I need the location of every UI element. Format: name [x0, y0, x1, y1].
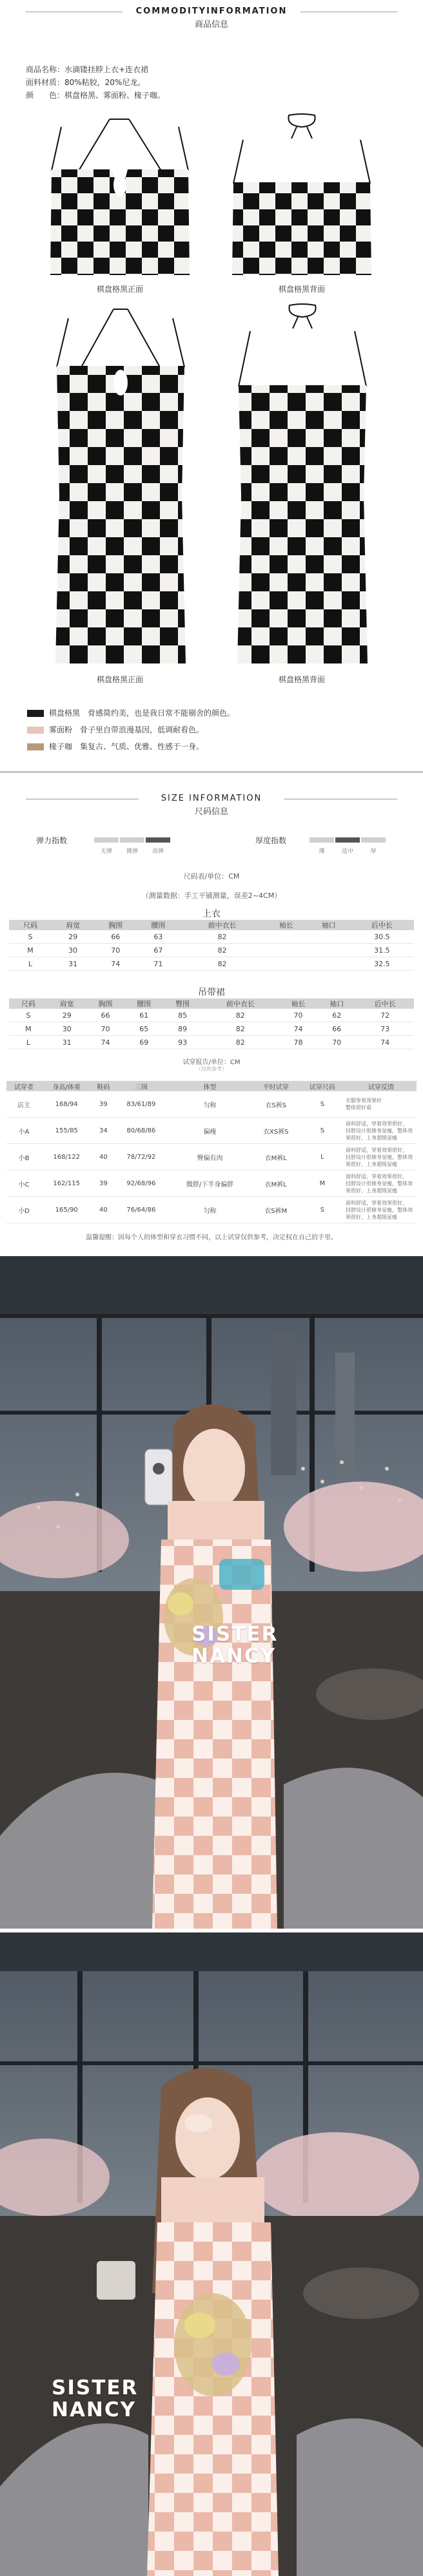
table-cell: 31.5	[350, 944, 414, 957]
table-header-cell: 胸围	[94, 920, 137, 930]
city-building	[271, 1333, 297, 1475]
table-cell: 74	[356, 1036, 414, 1049]
table-cell: 39	[92, 1170, 115, 1197]
table-cell: 面料舒适，穿着效果很好， 挂脖设计很修身显瘦，整体效 果很好，上身超级显瘦	[346, 1197, 417, 1223]
top-size-table	[9, 920, 414, 971]
table-cell: S	[9, 1009, 48, 1022]
table-cell: L	[299, 1144, 346, 1170]
swatch-row	[27, 707, 235, 719]
top-back-image	[227, 113, 377, 279]
thickness-level-bar	[361, 837, 386, 843]
table-cell: 66	[317, 1022, 356, 1036]
table-cell: 78	[279, 1036, 318, 1049]
table-cell: 臀偏有肉	[167, 1144, 252, 1170]
table-cell: 70	[86, 1022, 125, 1036]
table-cell: 85	[163, 1009, 202, 1022]
cup	[219, 1559, 264, 1590]
table-cell: 92/68/96	[115, 1170, 167, 1197]
commodity-title-en: COMMODITYINFORMATION	[135, 6, 288, 16]
table-header-cell: 前中衣长	[179, 920, 264, 930]
table-cell: 衣M裤L	[253, 1144, 299, 1170]
swatch-name: 雾面粉	[49, 725, 73, 734]
model-face	[175, 2097, 240, 2180]
dress-size-table	[9, 998, 414, 1049]
table-cell: 31	[48, 1036, 86, 1049]
model-photo-2	[0, 1932, 423, 2576]
table-cell: 40	[92, 1197, 115, 1223]
table-row	[9, 1009, 414, 1022]
table-header-row	[6, 1081, 417, 1091]
size-title-cn: 尺码信息	[194, 807, 228, 817]
table-row	[9, 1036, 414, 1049]
table-cell: 34	[92, 1118, 115, 1144]
table-header-cell: 袖长	[265, 920, 308, 930]
table-cell: M	[9, 944, 52, 957]
table-header-cell: 试穿尺码	[299, 1081, 346, 1091]
table-cell: 74	[94, 957, 137, 971]
sofa	[284, 1768, 423, 1929]
swatch-row	[27, 724, 204, 736]
table-header-cell: 尺码	[9, 920, 52, 930]
flower	[184, 2313, 215, 2338]
table-cell: 店主	[6, 1091, 41, 1118]
table-cell: 70	[94, 944, 137, 957]
table-cell: 面料舒适，穿着效果很好， 挂脖设计很修身显瘦，整体效 果很好，上身超级显瘦	[346, 1170, 417, 1197]
table-cell: 82	[179, 957, 264, 971]
table-cell: 165/90	[41, 1197, 92, 1223]
swatch-desc: 骨感简约美，也是我日常不能剔舍的颜色。	[88, 709, 235, 718]
thickness-index-label: 厚度指数	[255, 836, 287, 845]
product-fabric: 面料材质：80%粘胶，20%尼龙。	[26, 78, 146, 87]
brand-line: SISTER	[192, 1623, 279, 1646]
table-cell: 83/61/89	[115, 1091, 167, 1118]
table-row	[9, 944, 414, 957]
swatch-name: 椽子咖	[49, 742, 73, 751]
table-header-cell: 后中长	[350, 920, 414, 930]
size-title-en: SIZE INFORMATION	[161, 794, 262, 803]
table-header-cell: 体型	[167, 1081, 252, 1091]
brand-watermark-2	[52, 2377, 138, 2421]
table-cell: 82	[202, 1009, 279, 1022]
trial-sub: （仅供参考）	[196, 1066, 227, 1072]
table-cell: 63	[137, 930, 179, 944]
top-front-label: 棋盘格黑正面	[96, 285, 143, 294]
table-cell: 29	[48, 1009, 86, 1022]
table-cell: 67	[137, 944, 179, 957]
elastic-index-label: 弹力指数	[36, 836, 68, 845]
table-header-cell: 袖长	[279, 998, 318, 1009]
table-cell: 29	[52, 930, 94, 944]
table-header-cell: 后中长	[356, 998, 414, 1009]
table-row	[6, 1118, 417, 1144]
hair-bow	[184, 2114, 213, 2132]
table-row	[9, 957, 414, 971]
measure-note: （测量数据：手工平铺测量，误差2~4CM）	[141, 892, 282, 900]
light-fixture	[97, 2261, 135, 2300]
table-cell: 155/85	[41, 1118, 92, 1144]
table-cell: 面料舒适，穿着效果很好， 挂脖设计很修身显瘦，整体效 果很好，上身超级显瘦	[346, 1144, 417, 1170]
table-header-cell: 试穿者	[6, 1081, 41, 1091]
table-cell: 微胖/下半身偏胖	[167, 1170, 252, 1197]
table-cell: 衣S裤S	[253, 1091, 299, 1118]
elastic-level-text: 无弹	[100, 848, 112, 855]
table-cell: 66	[86, 1009, 125, 1022]
table-row	[6, 1144, 417, 1170]
table-cell: 40	[92, 1144, 115, 1170]
table-cell: 小B	[6, 1144, 41, 1170]
table-cell	[265, 944, 308, 957]
table-cell: 168/122	[41, 1144, 92, 1170]
table-cell: 匀称	[167, 1091, 252, 1118]
table-header-cell: 肩宽	[52, 920, 94, 930]
table-row	[6, 1197, 417, 1223]
table-header-cell: 身高/体重	[41, 1081, 92, 1091]
swatch-row	[27, 741, 204, 752]
table-cell: 73	[356, 1022, 414, 1036]
table-cell: 30.5	[350, 930, 414, 944]
table-cell: L	[9, 957, 52, 971]
table-cell	[308, 930, 350, 944]
table-cell: 小C	[6, 1170, 41, 1197]
table-cell: 89	[163, 1022, 202, 1036]
table-cell: 69	[124, 1036, 163, 1049]
thickness-level-bar	[335, 837, 360, 843]
table-cell: 162/115	[41, 1170, 92, 1197]
elastic-level-bar	[146, 837, 170, 843]
swatch-color	[27, 710, 44, 717]
elastic-level-bar	[94, 837, 119, 843]
phone	[145, 1449, 172, 1505]
swatch-color	[27, 727, 44, 734]
table-cell: 面料舒适，穿着效果很好， 挂脖设计很修身显瘦，整体效 果很好，上身超级显瘦	[346, 1118, 417, 1144]
table-cell	[265, 957, 308, 971]
table-cell: 74	[86, 1036, 125, 1049]
flower	[212, 2352, 240, 2376]
table-header-cell: 袖口	[308, 920, 350, 930]
sofa	[297, 2418, 423, 2576]
table-cell: 76/64/86	[115, 1197, 167, 1223]
table-cell: 匀称	[167, 1197, 252, 1223]
table-cell	[308, 944, 350, 957]
table-header-cell: 鞋码	[92, 1081, 115, 1091]
table-cell: 偏瘦	[167, 1118, 252, 1144]
dress-back-image	[233, 303, 371, 670]
top-front-image	[45, 113, 195, 279]
brand-line: NANCY	[192, 1645, 277, 1668]
trial-table	[6, 1081, 417, 1223]
table-header-cell: 腰围	[137, 920, 179, 930]
table-row	[6, 1170, 417, 1197]
table-cell: 30	[52, 944, 94, 957]
brand-watermark-1	[192, 1623, 278, 1667]
elastic-level-bar	[120, 837, 144, 843]
swatch-desc: 骨子里自带浪漫基因，低调耐看色。	[80, 725, 204, 734]
elastic-level-text: 高弹	[152, 848, 164, 855]
product-colors: 颜 色：棋盘格黑、雾面粉、椽子咖。	[26, 91, 166, 100]
table-cell: 衣服穿着效果好 整体很好看	[346, 1091, 417, 1118]
table-cell: 74	[279, 1022, 318, 1036]
table-cell: 70	[279, 1009, 318, 1022]
table-cell: S	[9, 930, 52, 944]
table-header-cell: 三围	[115, 1081, 167, 1091]
table-row	[6, 1091, 417, 1118]
table-cell: S	[299, 1118, 346, 1144]
table-cell: 32.5	[350, 957, 414, 971]
dress-front-image	[52, 303, 190, 670]
table-cell: 衣M裤L	[253, 1170, 299, 1197]
table-row	[9, 930, 414, 944]
cafe-table	[303, 2267, 419, 2319]
table-cell: L	[9, 1036, 48, 1049]
table-cell: 71	[137, 957, 179, 971]
table-cell: 30	[48, 1022, 86, 1036]
table-header-cell: 尺码	[9, 998, 48, 1009]
size-title	[0, 794, 423, 817]
dress-back-label: 棋盘格黑背面	[278, 675, 325, 684]
model-dress	[147, 2222, 279, 2576]
thickness-level-text: 适中	[341, 848, 353, 855]
table-header-cell: 前中衣长	[202, 998, 279, 1009]
flower	[168, 1592, 193, 1616]
table-cell: 168/94	[41, 1091, 92, 1118]
table-cell: 80/68/86	[115, 1118, 167, 1144]
model-face	[183, 1429, 245, 1509]
swatch-name: 棋盘格黑	[49, 709, 81, 718]
flower-bouquet	[174, 2293, 251, 2396]
table-cell	[308, 957, 350, 971]
model-photo-1	[0, 1256, 423, 1929]
table-cell: 31	[52, 957, 94, 971]
table-cell: 72	[356, 1009, 414, 1022]
table-cell: 78/72/92	[115, 1144, 167, 1170]
table-header-cell: 腰围	[124, 998, 163, 1009]
table-cell: S	[299, 1197, 346, 1223]
table-header-row	[9, 920, 414, 930]
elastic-level-text: 微弹	[126, 848, 138, 855]
table-cell: 小A	[6, 1118, 41, 1144]
table-header-cell: 臀围	[163, 998, 202, 1009]
commodity-title	[0, 6, 423, 30]
brand-line: SISTER	[52, 2376, 139, 2399]
top-back-label: 棋盘格黑背面	[278, 285, 325, 294]
unit-note: 尺码表/单位：CM	[183, 872, 240, 881]
dress-table-title: 吊带裙	[198, 987, 225, 998]
table-cell: 66	[94, 930, 137, 944]
trial-footnote: 温馨提醒：因每个人的体型和穿衣习惯不同，以上试穿仅供参考，决定权在自己的手里。	[86, 1234, 337, 1241]
brand-line: NANCY	[52, 2398, 137, 2421]
table-cell: S	[299, 1091, 346, 1118]
table-cell: 61	[124, 1009, 163, 1022]
table-cell: 82	[179, 944, 264, 957]
commodity-title-cn: 商品信息	[194, 20, 228, 30]
table-cell: 70	[317, 1036, 356, 1049]
table-cell: 衣XS裤S	[253, 1118, 299, 1144]
trial-note: 试穿报告/单位：CM	[182, 1059, 241, 1066]
table-cell: M	[9, 1022, 48, 1036]
table-header-cell: 袖口	[317, 998, 356, 1009]
table-cell	[265, 930, 308, 944]
product-info	[26, 63, 165, 102]
table-cell: 82	[202, 1036, 279, 1049]
table-cell: 82	[179, 930, 264, 944]
table-cell: 62	[317, 1009, 356, 1022]
table-header-cell: 肩宽	[48, 998, 86, 1009]
table-header-cell: 试穿反馈	[346, 1081, 417, 1091]
table-cell: 65	[124, 1022, 163, 1036]
dress-front-label: 棋盘格黑正面	[96, 675, 143, 684]
top-table-title: 上衣	[202, 909, 221, 919]
table-header-row	[9, 998, 414, 1009]
table-cell: 82	[202, 1022, 279, 1036]
table-cell: M	[299, 1170, 346, 1197]
swatch-desc: 集复古、气质、优雅、性感于一身。	[80, 742, 204, 751]
product-name: 商品名称：水滴镂挂脖上衣+连衣裙	[26, 65, 149, 74]
table-cell: 93	[163, 1036, 202, 1049]
blossom-tree	[251, 2132, 419, 2222]
thickness-level-bar	[310, 837, 334, 843]
table-row	[9, 1022, 414, 1036]
table-cell: 小D	[6, 1197, 41, 1223]
swatch-color	[27, 743, 44, 750]
phone-camera	[153, 1463, 164, 1474]
table-cell: 衣S裤M	[253, 1197, 299, 1223]
city-building	[335, 1353, 355, 1475]
table-cell: 39	[92, 1091, 115, 1118]
table-header-cell: 平时试穿	[253, 1081, 299, 1091]
thickness-level-text: 厚	[370, 848, 377, 855]
thickness-level-text: 薄	[319, 848, 325, 855]
table-header-cell: 胸围	[86, 998, 125, 1009]
